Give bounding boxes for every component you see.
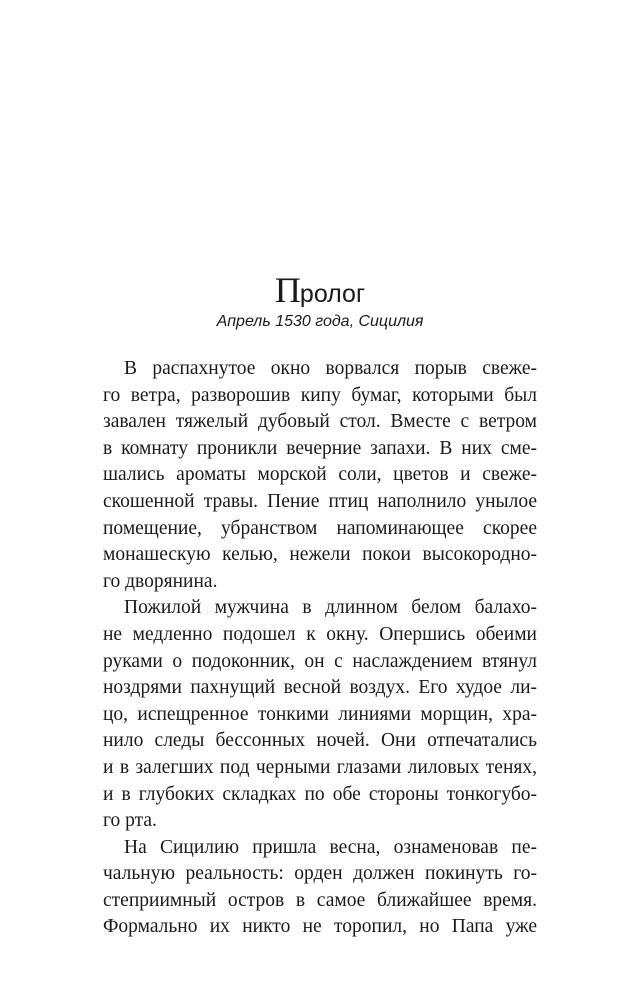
text-line: го ветра, разворошив кипу бумаг, которыми был bbox=[103, 384, 537, 406]
body-text bbox=[103, 356, 537, 941]
paragraph bbox=[103, 356, 537, 595]
text-line: завален тяжелый дубовый стол. Вместе с ветром bbox=[103, 411, 537, 433]
paragraph bbox=[103, 835, 537, 941]
chapter-title-rest: ролог bbox=[299, 280, 366, 308]
text-line: в комнату проникли вечерние запахи. В них сме- bbox=[103, 437, 537, 459]
paragraph bbox=[103, 595, 537, 834]
chapter-subtitle: Апрель 1530 года, Сицилия bbox=[216, 313, 424, 330]
text-line: го дворянина. bbox=[103, 570, 218, 592]
text-line: и в глубоких складках по обе стороны тонкогубо- bbox=[103, 783, 537, 805]
text-line: монашескую келью, нежели покои высокородно- bbox=[103, 544, 537, 566]
chapter-title bbox=[0, 272, 640, 309]
text-line: На Сицилию пришла весна, ознаменовав пе- bbox=[124, 836, 537, 858]
text-line: Пожилой мужчина в длинном белом балахо- bbox=[124, 597, 537, 619]
text-line: го рта. bbox=[103, 810, 157, 832]
chapter-title-initial: П bbox=[274, 270, 300, 310]
text-line: В распахнутое окно ворвался порыв свеже- bbox=[124, 358, 537, 379]
text-line: ноздрями пахнущий весной воздух. Его худое ли- bbox=[103, 677, 537, 699]
text-line: Формально их никто не торопил, но Папа уже bbox=[103, 916, 537, 938]
text-line: шались ароматы морской соли, цветов и свеже- bbox=[103, 464, 537, 486]
text-line: цо, испещренное тонкими линиями морщин, хра- bbox=[103, 703, 537, 725]
text-line: и в залегших под черными глазами лиловых тенях, bbox=[103, 756, 537, 778]
text-line: чальную реальность: орден должен покинуть го- bbox=[103, 863, 537, 885]
text-line: руками о подоконник, он с наслаждением втянул bbox=[103, 650, 537, 672]
text-line: нило следы бессонных ночей. Они отпечатались bbox=[103, 730, 537, 752]
text-line: помещение, убранством напоминающее скорее bbox=[103, 517, 537, 539]
text-line: степриимный остров в самое ближайшее время. bbox=[103, 889, 537, 911]
text-line: скошенной травы. Пение птиц наполнило унылое bbox=[103, 490, 537, 512]
text-line: не медленно подошел к окну. Опершись обеими bbox=[103, 623, 537, 645]
